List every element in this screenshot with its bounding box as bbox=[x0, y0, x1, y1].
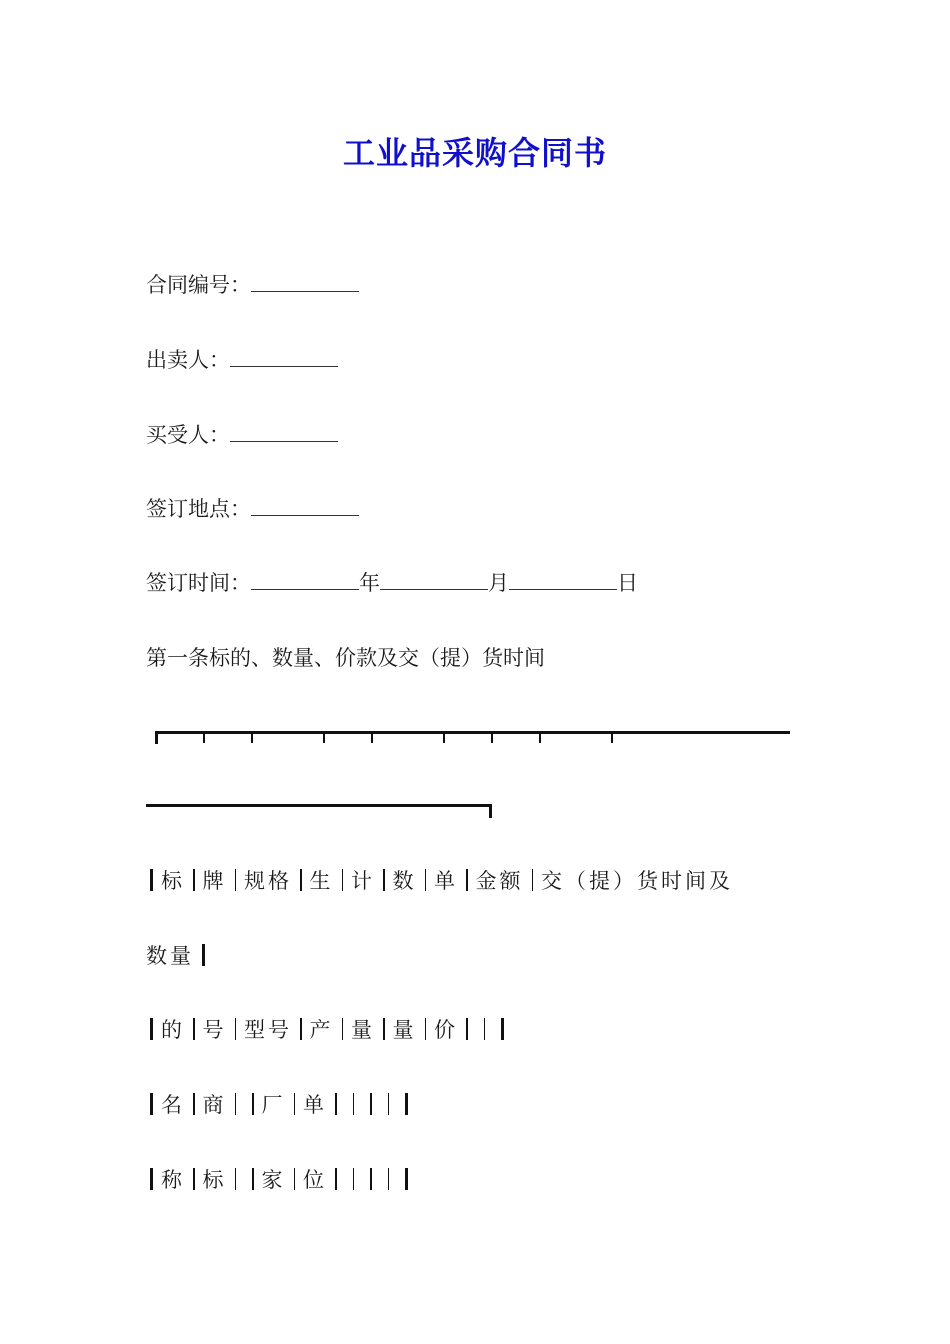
buyer-blank[interactable] bbox=[230, 421, 338, 442]
table-border bbox=[202, 944, 205, 966]
table-border bbox=[300, 1018, 302, 1040]
table-top-tick-4 bbox=[371, 731, 373, 743]
table-top-tick-3 bbox=[323, 731, 325, 743]
table-cell: 标 bbox=[202, 1168, 227, 1192]
table-border bbox=[383, 869, 385, 891]
day-label: 日 bbox=[617, 571, 638, 595]
table-top-right-corner bbox=[489, 804, 492, 818]
table-cell: 家 bbox=[261, 1168, 286, 1192]
table-top-left-corner bbox=[155, 731, 158, 744]
table-top-tick-2 bbox=[251, 731, 253, 743]
table-border bbox=[335, 1093, 337, 1115]
table-row-4 bbox=[150, 1165, 416, 1195]
table-border bbox=[353, 1093, 355, 1115]
table-cell: 的 bbox=[161, 1018, 185, 1042]
table-border bbox=[150, 1018, 153, 1040]
table-border bbox=[252, 1168, 254, 1190]
table-border bbox=[335, 1168, 337, 1190]
contract-number-line bbox=[146, 270, 359, 300]
month-blank[interactable] bbox=[380, 569, 488, 590]
table-cell: 量 bbox=[351, 1018, 375, 1042]
table-border bbox=[425, 1018, 427, 1040]
table-cell: 标 bbox=[161, 869, 185, 893]
table-cell: 计 bbox=[351, 869, 375, 893]
table-border bbox=[342, 1018, 344, 1040]
article-1-heading: 第一条标的、数量、价款及交（提）货时间 bbox=[146, 646, 545, 670]
table-cell: 量 bbox=[392, 1018, 417, 1042]
table-border bbox=[193, 1018, 195, 1040]
table-cell: 号 bbox=[202, 1018, 227, 1042]
table-top-tick-6 bbox=[491, 731, 493, 743]
place-label: 签订地点： bbox=[146, 497, 251, 521]
table-border bbox=[294, 1093, 296, 1115]
month-label: 月 bbox=[488, 571, 509, 595]
buyer-line bbox=[146, 420, 338, 450]
table-top-tick-1 bbox=[203, 731, 205, 743]
table-cell: 交（提）货时间及 bbox=[541, 869, 733, 893]
table-border bbox=[235, 869, 237, 891]
table-border bbox=[300, 869, 302, 891]
table-border bbox=[388, 1168, 390, 1190]
table-top-rule-wrap bbox=[146, 804, 492, 807]
seller-label: 出卖人： bbox=[146, 348, 230, 372]
table-border bbox=[193, 1093, 195, 1115]
table-cell: 型号 bbox=[244, 1018, 292, 1042]
table-top-tick-7 bbox=[539, 731, 541, 743]
table-border bbox=[370, 1168, 372, 1190]
year-label: 年 bbox=[359, 571, 380, 595]
table-border bbox=[532, 869, 534, 891]
table-cell: 金额 bbox=[475, 869, 524, 893]
table-border bbox=[425, 869, 427, 891]
time-label: 签订时间： bbox=[146, 571, 251, 595]
table-border bbox=[193, 869, 195, 891]
table-cell: 产 bbox=[309, 1018, 334, 1042]
table-border bbox=[383, 1018, 385, 1040]
table-top-tick-5 bbox=[443, 731, 445, 743]
table-top-tick-8 bbox=[611, 731, 613, 743]
table-border bbox=[235, 1168, 237, 1190]
table-cell: 单 bbox=[303, 1093, 327, 1117]
table-border bbox=[370, 1093, 372, 1115]
table-border bbox=[501, 1018, 504, 1040]
table-row-1-wrap bbox=[146, 941, 213, 971]
table-cell: 数 bbox=[392, 869, 417, 893]
table-border bbox=[150, 1093, 153, 1115]
table-border bbox=[466, 869, 468, 891]
table-cell: 厂 bbox=[261, 1093, 286, 1117]
table-border bbox=[388, 1093, 390, 1115]
table-cell: 牌 bbox=[202, 869, 227, 893]
table-border bbox=[294, 1168, 296, 1190]
table-border bbox=[484, 1018, 486, 1040]
table-border bbox=[150, 869, 153, 891]
table-row-3 bbox=[150, 1090, 416, 1120]
table-cell: 名 bbox=[161, 1093, 185, 1117]
table-cell: 数量 bbox=[146, 944, 194, 968]
document-title: 工业品采购合同书 bbox=[342, 134, 607, 172]
table-cell: 称 bbox=[161, 1168, 185, 1192]
table-cell: 规格 bbox=[244, 869, 292, 893]
time-line bbox=[146, 568, 638, 598]
year-blank[interactable] bbox=[251, 569, 359, 590]
table-border bbox=[405, 1093, 408, 1115]
table-border bbox=[252, 1093, 254, 1115]
buyer-label: 买受人： bbox=[146, 423, 230, 447]
place-line bbox=[146, 494, 359, 524]
table-cell: 生 bbox=[309, 869, 334, 893]
contract-number-blank[interactable] bbox=[251, 271, 359, 292]
place-blank[interactable] bbox=[251, 495, 359, 516]
table-cell: 位 bbox=[303, 1168, 327, 1192]
table-border bbox=[342, 869, 344, 891]
seller-blank[interactable] bbox=[230, 346, 338, 367]
table-border bbox=[353, 1168, 355, 1190]
table-border bbox=[193, 1168, 195, 1190]
table-row-1 bbox=[150, 866, 733, 896]
contract-number-label: 合同编号： bbox=[146, 273, 251, 297]
table-border bbox=[405, 1168, 408, 1190]
table-cell: 单 bbox=[434, 869, 458, 893]
table-border bbox=[466, 1018, 468, 1040]
seller-line bbox=[146, 345, 338, 375]
day-blank[interactable] bbox=[509, 569, 617, 590]
table-row-2 bbox=[150, 1015, 512, 1045]
table-border bbox=[235, 1093, 237, 1115]
table-border bbox=[235, 1018, 237, 1040]
table-cell: 价 bbox=[434, 1018, 458, 1042]
table-cell: 商 bbox=[202, 1093, 227, 1117]
table-border bbox=[150, 1168, 153, 1190]
